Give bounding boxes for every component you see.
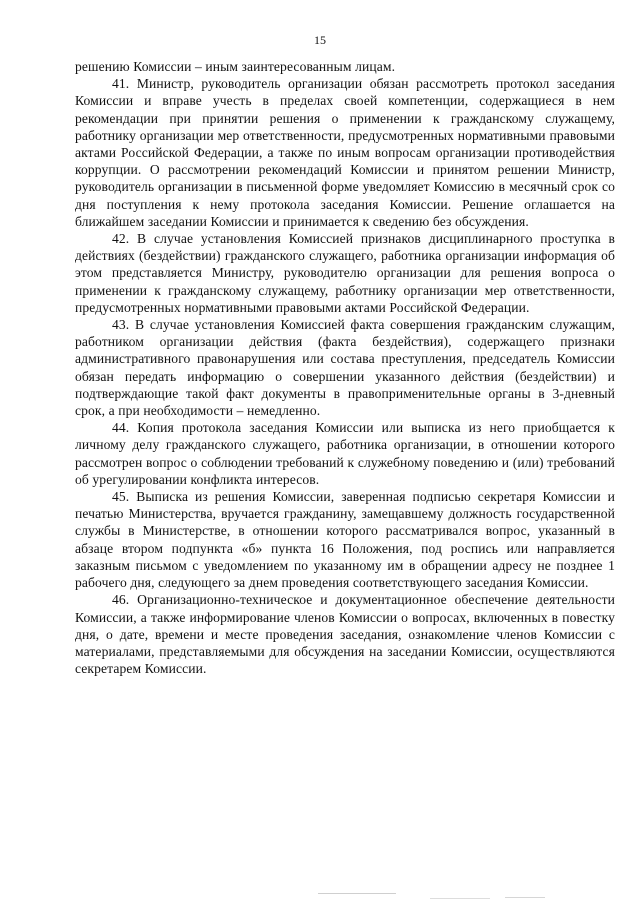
paragraph-continuation: решению Комиссии – иным заинтересованным лицам.	[75, 59, 396, 74]
scan-edge-mark	[430, 898, 490, 899]
paragraph-46: 46. Организационно-техническое и документационное обеспечение деятельности Комиссии, а также информирование членов Комиссии о вопросах, включенных в повестку дня, о дате, времени и месте проведения заседания, ознакомление членов Комиссии с материалами, представляемыми для обсуждения на заседании Комиссии, осуществляются секретарем Комиссии.	[75, 592, 615, 677]
paragraph-45: 45. Выписка из решения Комиссии, заверенная подписью секретаря Комиссии и печатью Министерства, вручается гражданину, замещавшему должность государственной службы в Министерстве, в отношении которого рассматривался вопрос, указанный в абзаце втором подпункта «б» пункта 16 Положения, под роспись или направляется заказным письмом с уведомлением по указанному им в обращении адресу не позднее 1 рабочего дня, следующего за днем проведения соответствующего заседания Комиссии.	[75, 489, 615, 591]
paragraph-44: 44. Копия протокола заседания Комиссии или выписка из него приобщается к личному делу гражданского служащего, работника организации, в отношении которого рассмотрен вопрос о соблюдении требований к служебному поведению и (или) требований об урегулировании конфликта интересов.	[75, 420, 615, 487]
page-number: 15	[314, 33, 326, 47]
paragraph-43: 43. В случае установления Комиссией факта совершения гражданским служащим, работником организации действия (факта бездействия), содержащего признаки административного правонарушения или состава преступления, председатель Комиссии обязан передать информацию о совершении указанного действия (бездействии) и подтверждающие такой факт документы в правоприменительные органы в 3-дневный срок, а при необходимости – немедленно.	[75, 317, 615, 419]
scan-edge-mark	[505, 897, 545, 898]
paragraph-42: 42. В случае установления Комиссией признаков дисциплинарного проступка в действиях (бездействии) гражданского служащего, работника организации информация об этом представляется Министру, руководителю организации для решения вопроса о применении к гражданскому служащему, работнику организации мер ответственности, предусмотренных нормативными правовыми актами Российской Федерации.	[75, 231, 615, 315]
scan-edge-mark	[318, 893, 396, 894]
document-body	[75, 58, 615, 677]
paragraph-41: 41. Министр, руководитель организации обязан рассмотреть протокол заседания Комиссии и вправе учесть в пределах своей компетенции, содержащиеся в нем рекомендации при принятии решения о применении к гражданскому служащему, работнику организации мер ответственности, предусмотренных нормативными правовыми актами Российской Федерации, а также по иным вопросам организации противодействия коррупции. О рассмотрении рекомендаций Комиссии и принятом решении Министр, руководитель организации в письменной форме уведомляет Комиссию в месячный срок со дня поступления к нему протокола заседания Комиссии. Решение оглашается на ближайшем заседании Комиссии и принимается к сведению без обсуждения.	[75, 76, 615, 229]
